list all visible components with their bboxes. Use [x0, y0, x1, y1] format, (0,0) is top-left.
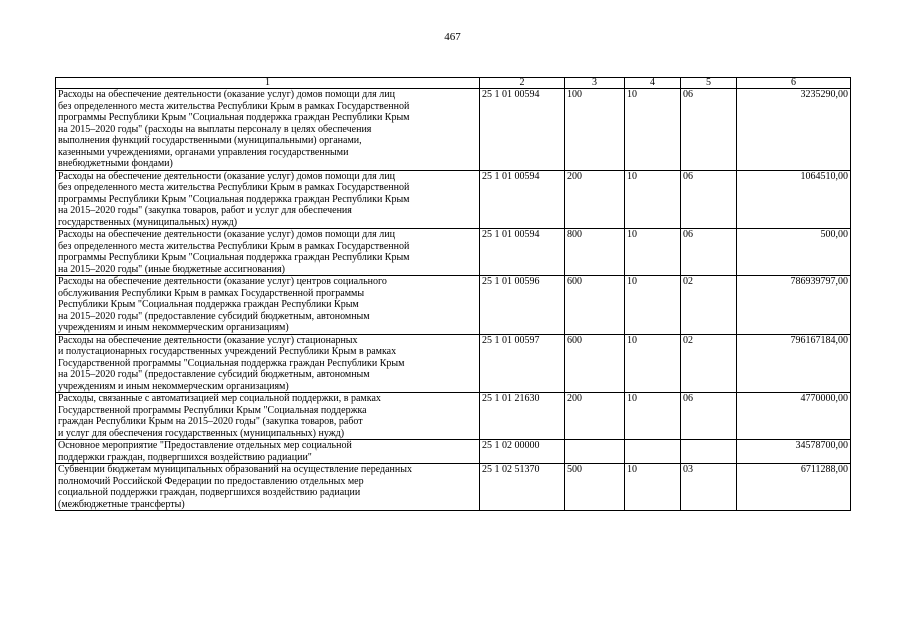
subsection-code: 06 — [681, 229, 737, 276]
description-line: полномочий Российской Федерации по предоставлению отдельных мер — [58, 475, 364, 487]
section-code: 10 — [625, 464, 681, 511]
section-code: 10 — [625, 276, 681, 335]
description-line: на 2015–2020 годы" (предоставление субсидий бюджетным, автономным — [58, 369, 370, 380]
description-line: внебюджетными фондами) — [58, 158, 173, 169]
expense-type-code: 600 — [565, 334, 625, 393]
row-description — [56, 170, 480, 229]
target-article-code: 25 1 01 00594 — [480, 229, 565, 276]
header-cell-4: 4 — [625, 78, 681, 89]
amount: 6711288,00 — [737, 464, 851, 511]
target-article-code: 25 1 01 00594 — [480, 170, 565, 229]
table-row — [56, 393, 851, 440]
description-line: программы Республики Крым "Социальная поддержка граждан Республики Крым — [58, 193, 410, 205]
description-line: на 2015–2020 годы" (закупка товаров, работ и услуг для обеспечения — [58, 205, 352, 216]
description-line: учреждениям и иным некоммерческим организациям) — [58, 322, 289, 333]
header-cell-6: 6 — [737, 78, 851, 89]
description-line: и услуг для обеспечения государственных (муниципальных) нужд) — [58, 427, 345, 439]
row-description — [56, 464, 480, 511]
page-number: 467 — [444, 31, 461, 43]
description-line: программы Республики Крым "Социальная поддержка граждан Республики Крым — [58, 112, 410, 123]
target-article-code: 25 1 01 00597 — [480, 334, 565, 393]
expense-type-code: 600 — [565, 276, 625, 335]
target-article-code: 25 1 01 21630 — [480, 393, 565, 440]
section-code: 10 — [625, 89, 681, 171]
description-line: Расходы на обеспечение деятельности (оказание услуг) домов помощи для лиц — [58, 170, 395, 182]
description-line: Расходы на обеспечение деятельности (оказание услуг) домов помощи для лиц — [58, 89, 395, 100]
description-line: Расходы на обеспечение деятельности (оказание услуг) центров социального — [58, 276, 387, 287]
header-cell-3: 3 — [565, 78, 625, 89]
description-line: Республики Крым "Социальная поддержка граждан Республики Крым — [58, 299, 359, 310]
subsection-code: 03 — [681, 464, 737, 511]
description-line: на 2015–2020 годы" (иные бюджетные ассигнования) — [58, 263, 285, 275]
description-line: без определенного места жительства Республики Крым в рамках Государственной — [58, 100, 410, 112]
description-line: социальной поддержки граждан, подвергшихся воздействию радиации — [58, 487, 361, 498]
description-line: Основное мероприятие "Предоставление отдельных мер социальной — [58, 440, 352, 451]
description-line: казенными учреждениями, органами управления государственными — [58, 146, 349, 158]
description-line: государственных (муниципальных) нужд) — [58, 216, 238, 228]
amount: 1064510,00 — [737, 170, 851, 229]
table-row — [56, 440, 851, 464]
table-row — [56, 276, 851, 335]
row-description — [56, 89, 480, 171]
target-article-code: 25 1 01 00594 — [480, 89, 565, 171]
description-line: Расходы на обеспечение деятельности (оказание услуг) домов помощи для лиц — [58, 229, 395, 240]
header-cell-5: 5 — [681, 78, 737, 89]
amount: 34578700,00 — [737, 440, 851, 464]
expense-type-code: 200 — [565, 393, 625, 440]
description-line: Расходы, связанные с автоматизацией мер социальной поддержки, в рамках — [58, 393, 381, 404]
description-line: Государственной программы "Социальная поддержка граждан Республики Крым — [58, 357, 405, 369]
expense-type-code: 200 — [565, 170, 625, 229]
description-line: (межбюджетные трансферты) — [58, 498, 185, 510]
expense-type-code: 500 — [565, 464, 625, 511]
description-line: Государственной программы Республики Крым "Социальная поддержка — [58, 404, 367, 416]
expense-type-code — [565, 440, 625, 464]
subsection-code: 06 — [681, 89, 737, 171]
target-article-code: 25 1 02 00000 — [480, 440, 565, 464]
table-row — [56, 229, 851, 276]
expense-type-code: 100 — [565, 89, 625, 171]
header-cell-1: 1 — [56, 78, 480, 89]
subsection-code: 02 — [681, 334, 737, 393]
description-line: на 2015–2020 годы" (предоставление субсидий бюджетным, автономным — [58, 310, 370, 322]
row-description — [56, 276, 480, 335]
subsection-code: 02 — [681, 276, 737, 335]
row-description — [56, 440, 480, 464]
description-line: граждан Республики Крым на 2015–2020 годы" (закупка товаров, работ — [58, 416, 363, 427]
table-row — [56, 334, 851, 393]
amount: 796167184,00 — [737, 334, 851, 393]
subsection-code — [681, 440, 737, 464]
subsection-code: 06 — [681, 393, 737, 440]
section-code: 10 — [625, 334, 681, 393]
section-code: 10 — [625, 229, 681, 276]
description-line: поддержки граждан, подвергшихся воздействию радиации" — [58, 451, 312, 463]
description-line: и полустационарных государственных учреждений Республики Крым в рамках — [58, 346, 397, 357]
table-row — [56, 464, 851, 511]
table-row — [56, 170, 851, 229]
budget-table — [55, 77, 851, 511]
description-line: Субвенции бюджетам муниципальных образований на осуществление переданных — [58, 464, 412, 475]
description-line: обслуживания Республики Крым в рамках Государственной программы — [58, 287, 365, 299]
table-row — [56, 89, 851, 171]
target-article-code: 25 1 01 00596 — [480, 276, 565, 335]
row-description — [56, 393, 480, 440]
row-description — [56, 334, 480, 393]
description-line: на 2015–2020 годы" (расходы на выплаты персоналу в целях обеспечения — [58, 123, 372, 135]
section-code: 10 — [625, 393, 681, 440]
row-description — [56, 229, 480, 276]
amount: 786939797,00 — [737, 276, 851, 335]
amount: 4770000,00 — [737, 393, 851, 440]
section-code — [625, 440, 681, 464]
target-article-code: 25 1 02 51370 — [480, 464, 565, 511]
description-line: выполнения функций государственными (муниципальными) органами, — [58, 135, 362, 146]
expense-type-code: 800 — [565, 229, 625, 276]
description-line: программы Республики Крым "Социальная поддержка граждан Республики Крым — [58, 252, 410, 263]
description-line: без определенного места жительства Республики Крым в рамках Государственной — [58, 182, 410, 193]
description-line: без определенного места жительства Республики Крым в рамках Государственной — [58, 240, 410, 252]
description-line: Расходы на обеспечение деятельности (оказание услуг) стационарных — [58, 334, 358, 346]
header-row — [56, 78, 851, 89]
subsection-code: 06 — [681, 170, 737, 229]
header-cell-2: 2 — [480, 78, 565, 89]
description-line: учреждениям и иным некоммерческим организациям) — [58, 380, 289, 392]
amount: 500,00 — [737, 229, 851, 276]
amount: 3235290,00 — [737, 89, 851, 171]
section-code: 10 — [625, 170, 681, 229]
